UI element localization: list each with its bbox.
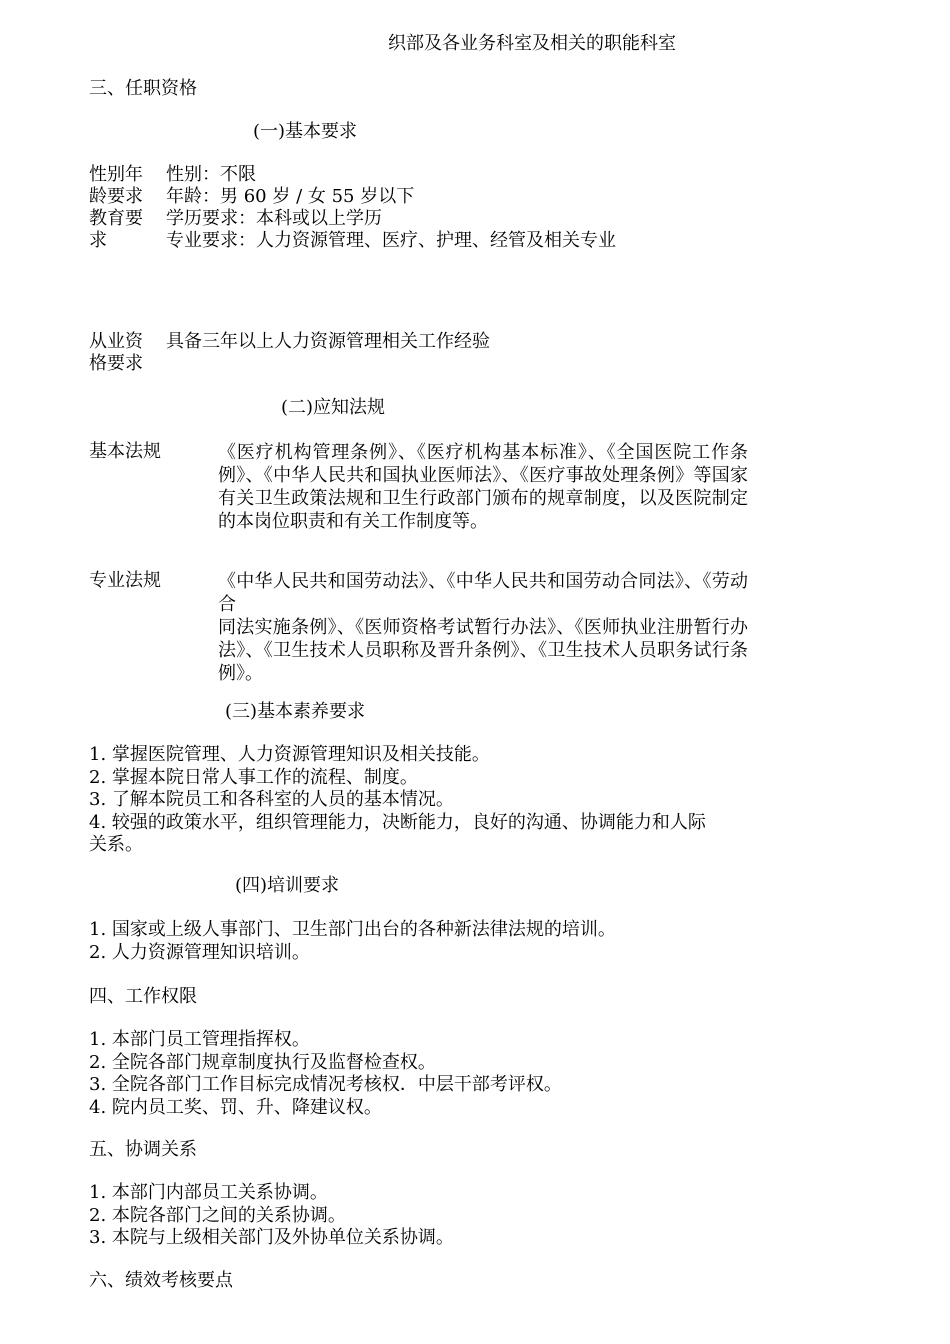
label-education-1: 教育要 bbox=[89, 208, 143, 229]
list-item: 2. 本院各部门之间的关系协调。 bbox=[89, 1204, 346, 1226]
experience-requirement: 具备三年以上人力资源管理相关工作经验 bbox=[166, 331, 490, 352]
list-item: 2. 全院各部门规章制度执行及监督检查权。 bbox=[89, 1051, 436, 1073]
label-gender-age-1: 性别年 bbox=[89, 164, 143, 185]
list-item: 1. 本部门员工管理指挥权。 bbox=[89, 1029, 310, 1050]
list-item: 3. 本院与上级相关部门及外协单位关系协调。 bbox=[89, 1227, 454, 1248]
list-item: 1. 掌握医院管理、人力资源管理知识及相关技能。 bbox=[89, 744, 490, 765]
label-education-2: 求 bbox=[89, 230, 107, 251]
label-gender-age-2: 龄要求 bbox=[89, 186, 143, 207]
section-title-qualifications: 三、任职资格 bbox=[89, 78, 197, 99]
qualities-list bbox=[89, 744, 706, 857]
section-title-authority: 四、工作权限 bbox=[89, 986, 197, 1007]
list-item: 4. 院内员工奖、罚、升、降建议权。 bbox=[89, 1096, 382, 1118]
label-professional-regulations: 专业法规 bbox=[89, 570, 161, 591]
professional-regulations-line1: 《中华人民共和国劳动法》、《中华人民共和国劳动合同法》、《劳动合 bbox=[218, 571, 748, 615]
list-item: 3. 全院各部门工作目标完成情况考核权．中层干部考评权。 bbox=[89, 1074, 562, 1095]
section-title-performance: 六、绩效考核要点 bbox=[89, 1270, 233, 1291]
education-requirement: 学历要求：本科或以上学历 bbox=[166, 208, 382, 229]
basic-regulations-text: 《医疗机构管理条例》、《医疗机构基本标准》、《全国医院工作条例》、《中华人民共和国执业医师法》、《医疗事故处理条例》等国家有关卫生政策法规和卫生行政部门颁布的规章制度，以及医院制定的本岗位职责和有关工作制度等。 bbox=[218, 442, 748, 532]
list-item: 4. 较强的政策水平，组织管理能力，决断能力，良好的沟通、协调能力和人际 bbox=[89, 811, 706, 833]
subsection-title-regulations: (二)应知法规 bbox=[281, 397, 386, 418]
gender-requirement: 性别：不限 bbox=[166, 164, 256, 185]
professional-regulations-line2: 同法实施条例》、《医师资格考试暂行办法》、《医师执业注册暂行办法》、《卫生技术人员职称及晋升条例》、《卫生技术人员职务试行条例》。 bbox=[218, 617, 748, 684]
list-item: 2. 人力资源管理知识培训。 bbox=[89, 941, 310, 963]
training-list bbox=[89, 919, 616, 964]
header-continuation: 织部及各业务科室及相关的职能科室 bbox=[388, 33, 676, 54]
label-basic-regulations: 基本法规 bbox=[89, 441, 161, 462]
list-item: 1. 本部门内部员工关系协调。 bbox=[89, 1182, 328, 1203]
coordination-list bbox=[89, 1182, 454, 1250]
list-item: 1. 国家或上级人事部门、卫生部门出台的各种新法律法规的培训。 bbox=[89, 919, 616, 940]
subsection-title-qualities: (三)基本素养要求 bbox=[225, 701, 366, 722]
section-title-coordination: 五、协调关系 bbox=[89, 1139, 197, 1160]
age-requirement: 年龄：男 60 岁 / 女 55 岁以下 bbox=[166, 186, 415, 207]
authority-list bbox=[89, 1029, 562, 1119]
list-item: 3. 了解本院员工和各科室的人员的基本情况。 bbox=[89, 789, 454, 810]
subsection-title-training: (四)培训要求 bbox=[235, 875, 340, 896]
label-experience-2: 格要求 bbox=[89, 353, 143, 374]
list-item: 2. 掌握本院日常人事工作的流程、制度。 bbox=[89, 766, 418, 788]
major-requirement: 专业要求：人力资源管理、医疗、护理、经管及相关专业 bbox=[166, 230, 616, 251]
list-item: 关系。 bbox=[89, 834, 143, 855]
label-experience-1: 从业资 bbox=[89, 331, 143, 352]
subsection-title-basic: (一)基本要求 bbox=[253, 121, 358, 142]
